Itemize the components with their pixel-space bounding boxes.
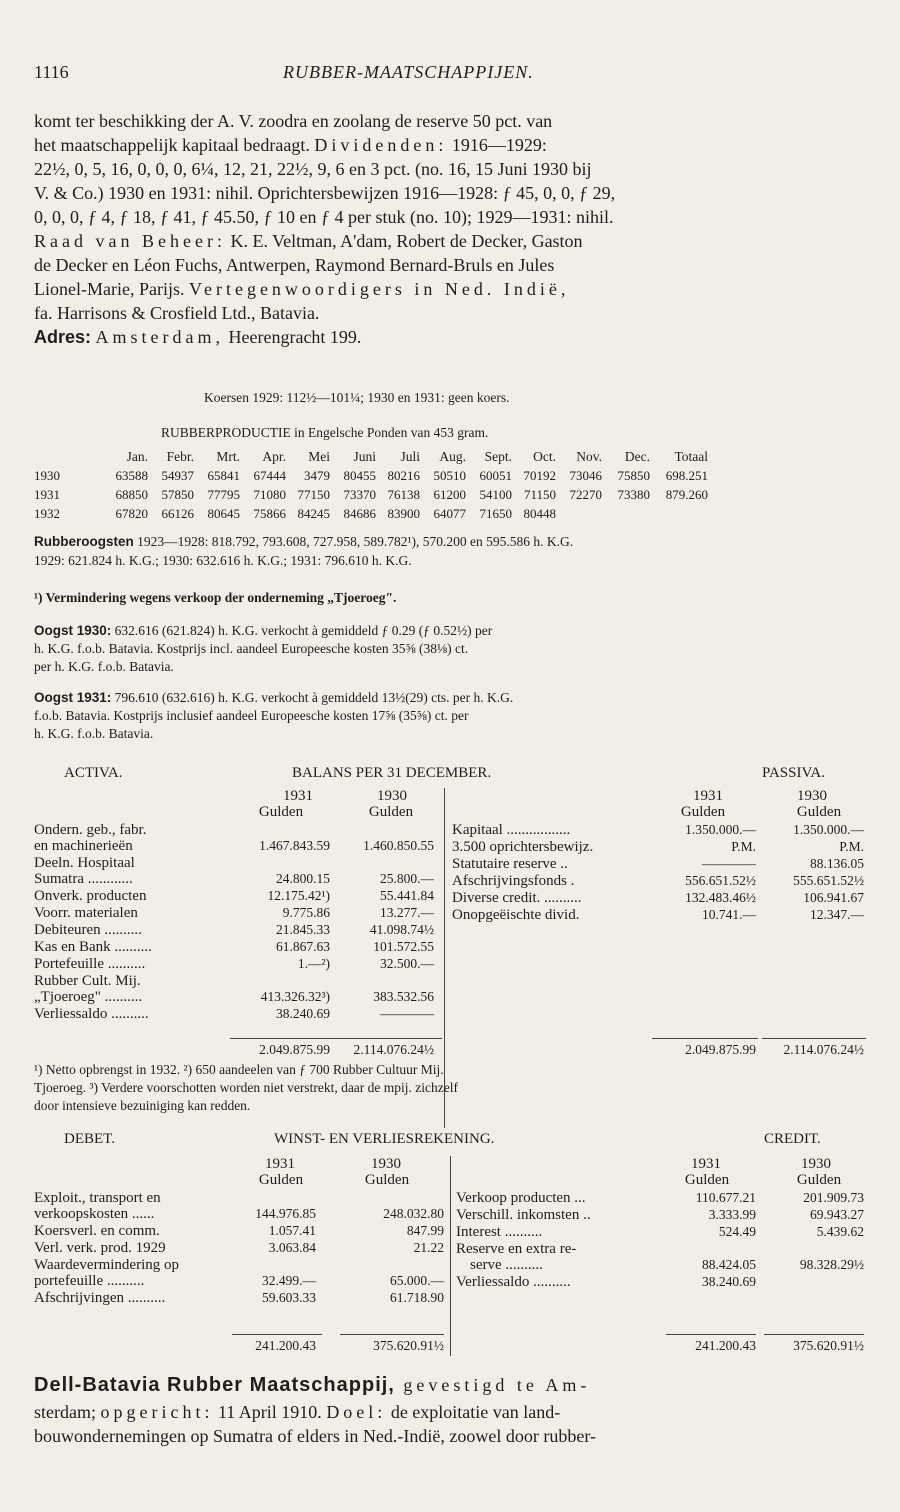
wv-item-label: Verl. verk. prod. 1929 xyxy=(34,1240,166,1256)
balans-amount: 1.467.843.59 xyxy=(259,838,330,853)
balans-amount: 556.651.52½ xyxy=(685,873,756,888)
production-cell: 71650 xyxy=(479,506,512,521)
wv-amount: 65.000.— xyxy=(390,1273,444,1288)
balans-item-label: Onverk. producten xyxy=(34,888,147,904)
balans-amount: 10.741.— xyxy=(702,907,756,922)
balans-amount: 1.460.850.55 xyxy=(363,838,434,853)
production-cell: 71150 xyxy=(523,487,556,502)
wv-amount: 98.328.29½ xyxy=(799,1257,864,1272)
total-rule xyxy=(340,1334,444,1335)
production-cell: 63588 xyxy=(115,468,148,483)
address-line: Adres: Amsterdam, Heerengracht 199. xyxy=(34,327,362,347)
balans-divider xyxy=(444,788,445,1128)
production-cell: 72270 xyxy=(569,487,602,502)
production-header: Juni xyxy=(353,449,376,464)
production-cell: 57850 xyxy=(161,487,194,502)
total-rule xyxy=(230,1038,334,1039)
balans-amount: 132.483.46½ xyxy=(685,890,756,905)
balans-total: 2.114.076.24½ xyxy=(353,1042,434,1057)
production-cell: 64077 xyxy=(433,506,466,521)
balans-item-label: Rubber Cult. Mij. xyxy=(34,973,141,989)
production-cell: 75866 xyxy=(253,506,286,521)
production-cell: 70192 xyxy=(523,468,556,483)
production-header: Aug. xyxy=(439,449,466,464)
production-header: Apr. xyxy=(262,449,286,464)
running-title: RUBBER-MAATSCHAPPIJEN. xyxy=(283,62,534,82)
wv-unit: Gulden xyxy=(684,1172,730,1188)
wv-item-label: Exploit., transport en xyxy=(34,1190,161,1206)
balans-amount: 383.532.56 xyxy=(373,989,434,1004)
wv-item-label: Interest .......... xyxy=(456,1224,543,1240)
balans-unit: Gulden xyxy=(368,804,414,820)
balans-amount: ———— xyxy=(702,856,756,871)
dell-line-3: bouwondernemingen op Sumatra of elders in Ned.-Indië, zoowel door rubber- xyxy=(34,1426,596,1446)
balans-item-label: „Tjoeroeg" .......... xyxy=(34,989,143,1005)
balans-item-label: Sumatra ............ xyxy=(34,871,133,887)
wv-amount: 69.943.27 xyxy=(810,1207,864,1222)
balans-item-label: Kapitaal ................. xyxy=(452,822,571,838)
intro-line-3: 22½, 0, 5, 16, 0, 0, 0, 6¼, 12, 21, 22½, 9, 6 en 3 pct. (no. 16, 15 Juni 1930 bij xyxy=(34,159,592,179)
total-rule xyxy=(330,1038,442,1039)
production-cell: 67444 xyxy=(253,468,286,483)
balans-amount: 88.136.05 xyxy=(810,856,864,871)
balans-amount: 12.175.42¹) xyxy=(267,888,330,903)
intro-line-8: Lionel-Marie, Parijs. Vertegenwoordigers in Ned. Indië, xyxy=(34,279,570,299)
wv-amount: 3.063.84 xyxy=(268,1240,316,1255)
wv-amount: 32.499.— xyxy=(262,1273,316,1288)
production-cell: 80455 xyxy=(343,468,376,483)
wv-total: 241.200.43 xyxy=(695,1338,756,1353)
oogsten-line-2: 1929: 621.824 h. K.G.; 1930: 632.616 h. K.G.; 1931: 796.610 h. K.G. xyxy=(34,553,412,568)
wv-item-label: verkoopskosten ...... xyxy=(34,1206,155,1222)
balans-amount: P.M. xyxy=(731,839,756,854)
production-header: Oct. xyxy=(533,449,556,464)
production-cell: 54937 xyxy=(161,468,194,483)
balans-item-label: Deeln. Hospitaal xyxy=(34,855,135,871)
intro-line-2: het maatschappelijk kapitaal bedraagt. Dividenden: 1916—1929: xyxy=(34,135,547,155)
production-header: Sept. xyxy=(484,449,512,464)
balans-note-3: door intensieve bezuiniging kan redden. xyxy=(34,1098,251,1113)
intro-line-5: 0, 0, 0, ƒ 4, ƒ 18, ƒ 41, ƒ 45.50, ƒ 10 en ƒ 4 per stuk (no. 10); 1929—1931: nihil. xyxy=(34,207,614,227)
oogst-1930-line-1: Oogst 1930: 632.616 (621.824) h. K.G. verkocht à gemiddeld ƒ 0.29 (ƒ 0.52½) per xyxy=(34,623,493,638)
production-cell: 73046 xyxy=(569,468,602,483)
production-cell: 66126 xyxy=(161,506,194,521)
wv-item-label: portefeuille .......... xyxy=(34,1273,145,1289)
balans-item-label: Diverse credit. .......... xyxy=(452,890,582,906)
wv-amount: 21.22 xyxy=(413,1240,444,1255)
wv-amount: 847.99 xyxy=(406,1223,444,1238)
production-header: Juli xyxy=(400,449,420,464)
koersen-line: Koersen 1929: 112½—101¼; 1930 en 1931: geen koers. xyxy=(204,390,510,405)
production-cell: 75850 xyxy=(617,468,650,483)
wv-unit: Gulden xyxy=(258,1172,304,1188)
balans-amount: 1.350.000.— xyxy=(793,822,864,837)
production-cell: 73370 xyxy=(343,487,376,502)
wv-item-label: Verliessaldo .......... xyxy=(456,1274,571,1290)
wv-credit-label: CREDIT. xyxy=(764,1131,821,1147)
wv-amount: 88.424.05 xyxy=(702,1257,756,1272)
production-header: Febr. xyxy=(166,449,194,464)
production-cell: 71080 xyxy=(253,487,286,502)
production-cell: 83900 xyxy=(387,506,420,521)
production-cell: 84686 xyxy=(343,506,376,521)
balans-passiva-label: PASSIVA. xyxy=(762,765,825,781)
balans-amount: 21.845.33 xyxy=(276,922,330,937)
balans-amount: 555.651.52½ xyxy=(793,873,864,888)
balans-item-label: Portefeuille .......... xyxy=(34,956,146,972)
intro-line-6: Raad van Beheer: K. E. Veltman, A'dam, Robert de Decker, Gaston xyxy=(34,231,583,251)
production-year: 1930 xyxy=(34,468,60,483)
wv-divider xyxy=(450,1156,451,1356)
wv-item-label: serve .......... xyxy=(470,1257,543,1273)
page-number: 1116 xyxy=(34,62,69,82)
wv-amount: 61.718.90 xyxy=(390,1290,444,1305)
production-header: Mei xyxy=(308,449,330,464)
balans-item-label: Verliessaldo .......... xyxy=(34,1006,149,1022)
balans-amount: 25.800.— xyxy=(380,871,434,886)
production-year: 1931 xyxy=(34,487,60,502)
wv-item-label: Reserve en extra re- xyxy=(456,1241,577,1257)
wv-amount: 201.909.73 xyxy=(803,1190,864,1205)
balans-amount: 1.—²) xyxy=(297,956,330,971)
balans-amount: 9.775.86 xyxy=(282,905,330,920)
intro-line-9: fa. Harrisons & Crosfield Ltd., Batavia. xyxy=(34,303,320,323)
balans-amount: 101.572.55 xyxy=(373,939,434,954)
balans-year: 1931 xyxy=(283,788,313,804)
wv-amount: 248.032.80 xyxy=(383,1206,444,1221)
production-cell: 61200 xyxy=(433,487,466,502)
footnote-1: ¹) Vermindering wegens verkoop der onderneming „Tjoeroeg". xyxy=(34,590,397,605)
balans-year: 1931 xyxy=(693,788,723,804)
balans-amount: 1.350.000.— xyxy=(685,822,756,837)
balans-title: BALANS PER 31 DECEMBER. xyxy=(292,765,492,781)
balans-item-label: 3.500 oprichtersbewijz. xyxy=(452,839,594,855)
balans-amount: 12.347.— xyxy=(810,907,864,922)
balans-activa-label: ACTIVA. xyxy=(64,765,123,781)
wv-year: 1931 xyxy=(691,1156,721,1172)
production-cell: 50510 xyxy=(433,468,466,483)
balans-amount: 413.326.32³) xyxy=(260,989,330,1004)
wv-amount: 5.439.62 xyxy=(816,1224,864,1239)
production-cell: 698.251 xyxy=(665,468,708,483)
total-rule xyxy=(652,1038,758,1039)
production-cell: 879.260 xyxy=(665,487,708,502)
balans-total: 2.049.875.99 xyxy=(685,1042,756,1057)
wv-unit: Gulden xyxy=(796,1172,842,1188)
wv-item-label: Verschill. inkomsten .. xyxy=(456,1207,591,1223)
production-cell: 54100 xyxy=(479,487,512,502)
balans-item-label: Kas en Bank .......... xyxy=(34,939,152,955)
wv-total: 375.620.91½ xyxy=(373,1338,444,1353)
balans-item-label: Statutaire reserve .. xyxy=(452,856,568,872)
production-cell: 76138 xyxy=(387,487,420,502)
oogst-1930-line-2: h. K.G. f.o.b. Batavia. Kostprijs incl. aandeel Europeesche kosten 35⅝ (38⅛) ct. xyxy=(34,641,469,656)
balans-item-label: Afschrijvingsfonds . xyxy=(452,873,575,889)
intro-line-4: V. & Co.) 1930 en 1931: nihil. Oprichtersbewijzen 1916—1928: ƒ 45, 0, 0, ƒ 29, xyxy=(34,183,616,203)
wv-total: 241.200.43 xyxy=(255,1338,316,1353)
wv-item-label: Koersverl. en comm. xyxy=(34,1223,160,1239)
production-header: Totaal xyxy=(674,449,708,464)
oogst-1931-line-3: h. K.G. f.o.b. Batavia. xyxy=(34,726,154,741)
balans-amount: 41.098.74½ xyxy=(369,922,434,937)
balans-item-label: Ondern. geb., fabr. xyxy=(34,822,147,838)
production-cell: 77795 xyxy=(207,487,240,502)
balans-item-label: en machinerieën xyxy=(34,838,133,854)
wv-amount: 144.976.85 xyxy=(255,1206,316,1221)
intro-line-1: komt ter beschikking der A. V. zoodra en zoolang de reserve 50 pct. van xyxy=(34,111,553,131)
balans-unit: Gulden xyxy=(796,804,842,820)
wv-item-label: Verkoop producten ... xyxy=(456,1190,586,1206)
wv-amount: 3.333.99 xyxy=(708,1207,756,1222)
oogst-1931-line-1: Oogst 1931: 796.610 (632.616) h. K.G. verkocht à gemiddeld 13½(29) cts. per h. K.G. xyxy=(34,690,514,705)
balans-year: 1930 xyxy=(797,788,827,804)
production-cell: 84245 xyxy=(297,506,330,521)
production-cell: 80448 xyxy=(523,506,556,521)
total-rule xyxy=(666,1334,756,1335)
production-cell: 60051 xyxy=(479,468,512,483)
oogst-1931-line-2: f.o.b. Batavia. Kostprijs inclusief aandeel Europeesche kosten 17⅝ (35⅝) ct. per xyxy=(34,708,469,723)
balans-amount: 32.500.— xyxy=(380,956,434,971)
production-cell: 3479 xyxy=(304,468,330,483)
balans-amount: 106.941.67 xyxy=(803,890,864,905)
balans-note-2: Tjoeroeg. ³) Verdere voorschotten worden niet verstrekt, daar de mpij. zichzelf xyxy=(34,1080,459,1095)
wv-year: 1930 xyxy=(801,1156,831,1172)
production-cell: 80216 xyxy=(387,468,420,483)
wv-year: 1930 xyxy=(371,1156,401,1172)
production-cell: 77150 xyxy=(297,487,330,502)
wv-amount: 59.603.33 xyxy=(262,1290,316,1305)
wv-year: 1931 xyxy=(265,1156,295,1172)
balans-year: 1930 xyxy=(377,788,407,804)
balans-amount: 61.867.63 xyxy=(276,939,330,954)
balans-amount: 13.277.— xyxy=(380,905,434,920)
balans-item-label: Voorr. materialen xyxy=(34,905,138,921)
balans-amount: 55.441.84 xyxy=(380,888,434,903)
balans-note-1: ¹) Netto opbrengst in 1932. ²) 650 aandeelen van ƒ 700 Rubber Cultuur Mij. xyxy=(34,1062,444,1077)
total-rule xyxy=(764,1334,864,1335)
production-year: 1932 xyxy=(34,506,60,521)
production-header: Nov. xyxy=(576,449,602,464)
wv-item-label: Waardevermindering op xyxy=(34,1257,179,1273)
production-header: Mrt. xyxy=(216,449,240,464)
production-cell: 65841 xyxy=(207,468,240,483)
dell-line-2: sterdam; opgericht: 11 April 1910. Doel: de exploitatie van land- xyxy=(34,1402,561,1422)
production-title: RUBBERPRODUCTIE in Engelsche Ponden van 453 gram. xyxy=(161,425,489,440)
dell-line-1: Dell-Batavia Rubber Maatschappij, gevestigd te Am- xyxy=(34,1374,591,1396)
production-cell: 73380 xyxy=(617,487,650,502)
intro-line-7: de Decker en Léon Fuchs, Antwerpen, Raymond Bernard-Bruls en Jules xyxy=(34,255,555,275)
balans-amount: ———— xyxy=(380,1006,434,1021)
balans-amount: 38.240.69 xyxy=(276,1006,330,1021)
wv-total: 375.620.91½ xyxy=(793,1338,864,1353)
wv-item-label: Afschrijvingen .......... xyxy=(34,1290,166,1306)
production-cell: 80645 xyxy=(207,506,240,521)
balans-amount: P.M. xyxy=(839,839,864,854)
wv-amount: 38.240.69 xyxy=(702,1274,756,1289)
wv-amount: 110.677.21 xyxy=(695,1190,756,1205)
production-cell: 67820 xyxy=(115,506,148,521)
balans-item-label: Onopgeëischte divid. xyxy=(452,907,580,923)
balans-total: 2.114.076.24½ xyxy=(783,1042,864,1057)
total-rule xyxy=(232,1334,322,1335)
wv-unit: Gulden xyxy=(364,1172,410,1188)
wv-debet-label: DEBET. xyxy=(64,1131,115,1147)
balans-unit: Gulden xyxy=(680,804,726,820)
total-rule xyxy=(762,1038,866,1039)
wv-amount: 524.49 xyxy=(718,1224,756,1239)
balans-total: 2.049.875.99 xyxy=(259,1042,330,1057)
oogsten-line-1: Rubberoogsten 1923—1928: 818.792, 793.608, 727.958, 589.782¹), 570.200 en 595.586 h. K.G. xyxy=(34,534,574,549)
production-cell: 68850 xyxy=(115,487,148,502)
wv-amount: 1.057.41 xyxy=(268,1223,316,1238)
balans-amount: 24.800.15 xyxy=(276,871,330,886)
balans-unit: Gulden xyxy=(258,804,304,820)
production-header: Jan. xyxy=(126,449,148,464)
balans-item-label: Debiteuren .......... xyxy=(34,922,142,938)
oogst-1930-line-3: per h. K.G. f.o.b. Batavia. xyxy=(34,659,174,674)
wv-title: WINST- EN VERLIESREKENING. xyxy=(274,1131,495,1147)
production-header: Dec. xyxy=(624,449,650,464)
